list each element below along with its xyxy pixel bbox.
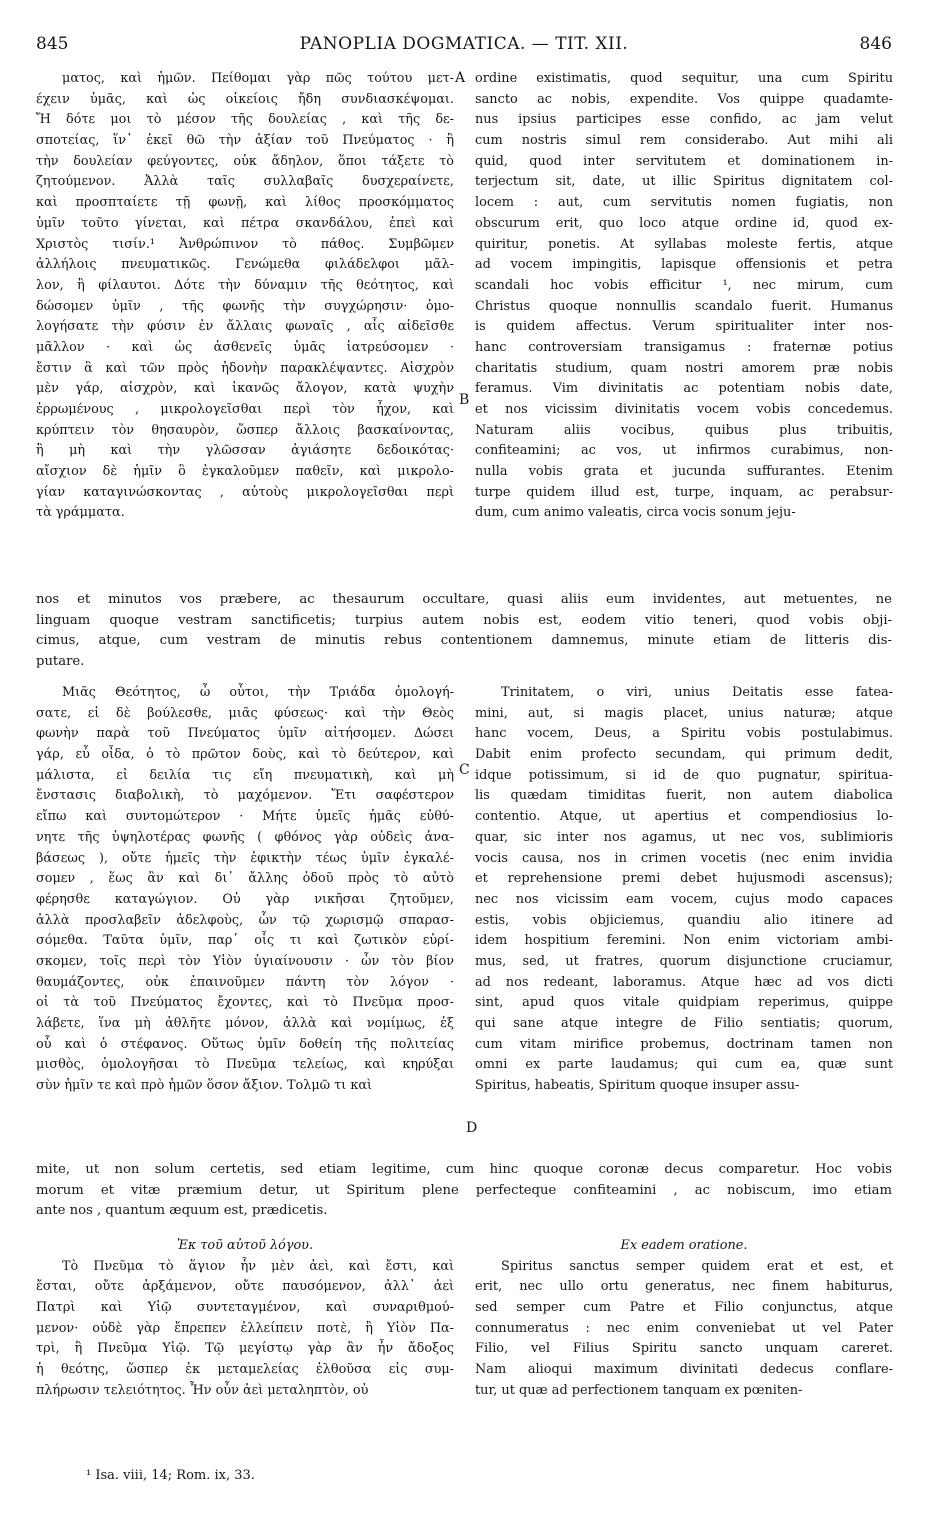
text-line: τρὶ, ἢ Πνεῦμα Υἱῷ. Τῷ μεγίστῳ γὰρ ἂν ἦν ἄδοξος: [36, 1341, 454, 1357]
text-line: ἢ μὴ καὶ τὴν γλῶσσαν ἁγιάσητε δεδοικότας·: [36, 443, 454, 459]
text-line: hanc vocem, Deus, a Spiritu vobis postulabimus.: [475, 726, 893, 742]
text-line: contentio. Atque, ut apertius et compendiosius lo-: [475, 809, 893, 825]
latin-section-heading: Ex eadem oratione.: [620, 1238, 748, 1253]
text-line: Dabit enim profecto secundam, qui primum dedit,: [475, 747, 893, 763]
text-line: καὶ προσπταίετε τῇ φωνῇ, καὶ λίθος προσκόμματος: [36, 195, 454, 211]
text-line: nos et minutos vos præbere, ac thesaurum occultare, quasi aliis eum invidentes, aut metuentes, ne: [36, 592, 892, 607]
margin-marker-d: D: [466, 1120, 478, 1136]
text-line: Πατρὶ καὶ Υἱῷ συντεταγμένον, καὶ συναριθμού-: [36, 1300, 454, 1316]
text-line: πλήρωσιν τελειότητος. Ἦν οὖν ἀεὶ μεταληπτὸν, οὐ: [36, 1382, 369, 1398]
text-line: θαυμάζοντες, οὐκ ἐπαινοῦμεν πάντη τὸν λόγον ·: [36, 974, 454, 990]
text-line: idem hospitium feremini. Non enim victoriam ambi-: [475, 933, 893, 949]
text-line: κρύπτειν τὸν θησαυρὸν, ὥσπερ ἄλλοις βασκαίνοντας,: [36, 422, 454, 438]
text-line: βάσεως ), οὔτε ἡμεῖς τὴν ἐφικτὴν τέως ὑμῖν ἐγκαλέ-: [36, 850, 454, 866]
text-line: nus ipsius participes esse confido, ac jam velut: [475, 112, 893, 128]
text-line: τὰ γράμματα.: [36, 505, 125, 521]
text-line: Ἤ δότε μοι τὸ μέσον τῆς δουλείας , καὶ τῆς δε-: [36, 112, 454, 128]
text-line: εἴπω καὶ συντομώτερον · Μήτε ὑμεῖς ἡμᾶς εὐθύ-: [36, 809, 454, 825]
text-line: ad nos redeant, laboramus. Atque hæc ad vos dicti: [475, 974, 893, 990]
text-line: sint, apud quos vitale quidpiam reperimus, quippe: [475, 995, 893, 1011]
text-line: cum vitam mirifice probemus, doctrinam tamen non: [475, 1036, 893, 1052]
running-header: [36, 34, 892, 56]
text-line: μάλιστα, εἰ δειλία τις εἴη πνευματικὴ, καὶ μὴ: [36, 767, 454, 783]
text-line: νητε τῆς ὑψηλοτέρας φωνῆς ( φθόνος γὰρ οὐδεὶς ἀνα-: [36, 829, 454, 845]
margin-marker-c: C: [459, 762, 470, 778]
text-line: erit, nec ullo ortu generatus, nec finem habiturus,: [475, 1279, 893, 1295]
text-line: obscurum erit, quo loco atque ordine id, quod ex-: [475, 215, 893, 231]
text-line: mite, ut non solum certetis, sed etiam legitime, cum hinc quoque coronæ decus comparetur. Hoc vobis: [36, 1162, 892, 1177]
text-line: qui sane atque integre de Filio sentiatis; quorum,: [475, 1016, 893, 1031]
text-line: linguam quoque vestram sanctificetis; turpius autem nobis est, eodem vitio teneri, quod vobis obji-: [36, 612, 892, 628]
text-line: ἔνστασις διαβολικὴ, τὸ μαχόμενον. Ἔτι σαφέστερον: [36, 788, 454, 804]
text-line: connumeratus : nec enim conveniebat ut vel Pater: [475, 1320, 893, 1336]
text-line: Τὸ Πνεῦμα τὸ ἅγιον ἦν μὲν ἀεὶ, καὶ ἔστι, καὶ: [62, 1258, 454, 1274]
text-line: cum nostris simul rem considerabo. Aut mihi ali: [475, 133, 893, 149]
text-line: charitatis studium, quam nostri amorem præ nobis: [475, 360, 893, 376]
greek-section-heading: Ἐκ τοῦ αὐτοῦ λόγου.: [176, 1238, 314, 1253]
text-line: ἔστιν ἃ καὶ τῶν πρὸς ἡδονὴν παρακλέψαντες. Αἰσχρὸν: [36, 360, 454, 376]
text-line: σόμεθα. Ταῦτα ὑμῖν, παρ᾿ οἷς τι καὶ ζωτικὸν εὑρί-: [36, 933, 454, 949]
text-line: mus, sed, ut fratres, quorum disjunctione cruciamur,: [475, 953, 893, 969]
text-line: vocis causa, nos in crimen vocetis (nec enim invidia: [475, 850, 893, 866]
text-line: morum et vitæ præmium detur, ut Spiritum plene perfecteque confiteamini , ac nobiscum, imo etiam: [36, 1182, 892, 1198]
text-line: estis, vobis objiciemus, quandiu alio itinere ad: [475, 912, 893, 928]
latin-column-section-2: [475, 683, 893, 1097]
text-line: φέρησθε καταγώγιον. Οὐ γὰρ νικῆσαι ζητοῦμεν,: [36, 891, 454, 907]
text-line: putare.: [36, 654, 85, 670]
text-line: Filio, vel Filius Spiritu sancto unquam careret.: [475, 1341, 893, 1357]
text-line: ἡ θεότης, ὥσπερ ἐκ μεταμελείας ἐλθοῦσα εἰς συμ-: [36, 1362, 454, 1378]
running-title: PANOPLIA DOGMATICA. — TIT. XII.: [299, 34, 629, 54]
text-line: μενον· οὐδὲ γὰρ ἔπρεπεν ἐλλείπειν ποτὲ, ἢ Υἱὸν Πα-: [36, 1320, 454, 1336]
latin-fullwidth-section-2: [36, 1160, 892, 1222]
text-line: quar, sic inter nos agamus, ut nec vos, sublimioris: [475, 829, 893, 845]
text-line: lis quædam timiditas fuerit, non autem diabolica: [475, 788, 893, 804]
text-line: cimus, atque, cum vestram de minutis rebus contentionem damnemus, minute etiam de litteris dis-: [36, 633, 892, 649]
page-number-left: 845: [36, 34, 69, 54]
text-line: δώσομεν ὑμῖν , τῆς φωνῆς τὴν συγχώρησιν· ὁμο-: [36, 298, 454, 314]
text-line: terjectum sit, date, ut illic Spiritus dignitatem col-: [475, 174, 893, 190]
text-line: σομεν , ἕως ἂν καὶ δι᾿ ἄλλης ὁδοῦ πρὸς τὸ αὐτὸ: [36, 871, 454, 887]
text-line: ad vocem impingitis, lapisque offensionis et petra: [475, 257, 893, 273]
text-line: ματος, καὶ ἡμῶν. Πείθομαι γὰρ πῶς τούτου μετ-: [62, 71, 454, 86]
margin-marker-a: A: [455, 70, 466, 86]
text-line: hanc controversiam transigamus : fraternæ potius: [475, 339, 893, 355]
text-line: ordine existimatis, quod sequitur, una cum Spiritu: [475, 71, 893, 86]
text-line: quiritur, ponetis. At syllabas moleste fertis, atque: [475, 236, 893, 252]
greek-column-section-3: [36, 1236, 454, 1402]
text-line: idque potissimum, si id de quo pugnatur, spiritua-: [475, 767, 893, 783]
text-line: et nos vicissim divinitatis vocem vobis concedemus.: [475, 402, 893, 417]
text-line: Spiritus sanctus semper quidem erat et est, et: [501, 1258, 893, 1274]
text-line: Naturam aliis vocibus, quibus plus tribuitis,: [475, 422, 893, 438]
text-line: έχειν ὑμᾶς, καὶ ὡς οἰκείοις ἤδη συνδιασκέψομαι.: [36, 91, 454, 107]
text-line: quid, quod inter servitutem et dominationem in-: [475, 153, 893, 169]
footnote: ¹ Isa. viii, 14; Rom. ix, 33.: [86, 1468, 255, 1483]
page-number-right: 846: [859, 34, 892, 54]
text-line: Χριστὸς τισίν.¹ Ἀνθρώπινον τὸ πάθος. Συμβῶμεν: [36, 236, 454, 252]
text-line: αἴσχιον δὲ ἡμῖν ὃ ἐγκαλοῦμεν παθεῖν, καὶ μικρολο-: [36, 464, 454, 480]
text-line: Trinitatem, o viri, unius Deitatis esse fatea-: [501, 685, 893, 700]
text-line: mini, aut, si magis placet, unius naturæ; atque: [475, 705, 893, 721]
text-line: Christus quoque nonnullis scandalo fuerit. Humanus: [475, 298, 893, 314]
text-line: ante nos , quantum æquum est, prædicetis.: [36, 1203, 328, 1219]
greek-column-section-1: [36, 69, 454, 524]
text-line: feramus. Vim divinitatis ac potentiam nobis date,: [475, 381, 893, 397]
text-line: μὲν γάρ, αἰσχρὸν, καὶ ἱκανῶς ἄλογον, κατὰ ψυχὴν: [36, 381, 454, 397]
text-line: γάρ, εὖ οἶδα, ὁ τὸ πρῶτον δοὺς, καὶ τὸ δεύτερον, καὶ: [36, 747, 454, 763]
text-line: φωνὴν παρὰ τοῦ Πνεύματος ὑμῖν αἰτήσομεν. Δώσει: [36, 726, 454, 742]
text-line: ζητούμενον. Ἀλλὰ ταῖς συλλαβαῖς δυσχεραίνετε,: [36, 174, 454, 190]
text-line: λογήσατε τὴν φύσιν ἐν ἄλλαις φωναῖς , αἷς αἰδεῖσθε: [36, 319, 454, 335]
text-line: Nam alioqui maximum divinitati dedecus conflare-: [475, 1362, 893, 1378]
text-line: ὑμῖν τοῦτο γίνεται, καὶ πέτρα σκανδάλου, ἐπεὶ καὶ: [36, 215, 454, 231]
text-line: σατε, εἰ δὲ βούλεσθε, μιᾶς φύσεως· καὶ τὴν Θεὸς: [36, 705, 454, 721]
text-line: sancto ac nobis, expendite. Vos quippe quadamte-: [475, 91, 893, 107]
text-line: Spiritus, habeatis, Spiritum quoque insuper assu-: [475, 1078, 800, 1094]
text-line: μισθὸς, ὁμολογῆσαι τὸ Πνεῦμα τελείως, καὶ κηρύξαι: [36, 1057, 454, 1073]
text-line: ἔσται, οὔτε ἀρξάμενον, οὔτε παυσόμενον, ἀλλ᾿ ἀεὶ: [36, 1279, 454, 1295]
text-line: nulla vobis grata et jucunda suffurantes. Etenim: [475, 464, 893, 480]
latin-column-section-1: [475, 69, 893, 524]
text-line: σκομεν, τοῖς περὶ τὸν Υἱὸν ὑγιαίνουσιν · ὧν τὸν βίον: [36, 953, 454, 969]
text-line: λάβετε, ἵνα μὴ ἀθλῆτε μόνον, ἀλλὰ καὶ νομίμως, ἐξ: [36, 1016, 454, 1031]
text-line: nec nos vicissim eam vocem, cujus modo capaces: [475, 891, 893, 907]
text-line: ἀλλήλοις πνευματικῶς. Γενώμεθα φιλάδελφοι μᾶλ-: [36, 257, 454, 273]
text-line: οὗ καὶ ὁ στέφανος. Οὕτως ὑμῖν δοθείη τῆς πολιτείας: [36, 1036, 454, 1052]
text-line: sed semper cum Patre et Filio conjunctus, atque: [475, 1300, 893, 1316]
text-line: Μιᾶς Θεότητος, ὦ οὗτοι, τὴν Τριάδα ὁμολογή-: [62, 685, 454, 700]
text-line: σποτείας, ἵν᾿ ἐκεῖ θῶ τὴν ἀξίαν τοῦ Πνεύματος · ἢ: [36, 133, 454, 149]
latin-column-section-3: [475, 1236, 893, 1402]
text-line: μᾶλλον · καὶ ὡς ἀσθενεῖς ὑμᾶς ἰατρεύσομεν ·: [36, 339, 454, 355]
text-line: dum, cum animo valeatis, circa vocis sonum jeju-: [475, 505, 796, 521]
text-line: τὴν δουλείαν φεύγοντες, οὐκ ἄδηλον, ὅποι τάξετε τὸ: [36, 153, 454, 169]
text-line: turpe quidem illud est, turpe, inquam, ac perabsur-: [475, 484, 893, 500]
text-line: ἐρρωμένους , μικρολογεῖσθαι περὶ τὸν ἦχον, καὶ: [36, 402, 454, 417]
text-line: tur, ut quæ ad perfectionem tanquam ex pœniten-: [475, 1382, 803, 1398]
text-line: omni ex parte laudamus; qui cum ea, quæ sunt: [475, 1057, 893, 1073]
text-line: et reprehensione premi debet hujusmodi ascensus);: [475, 871, 893, 887]
latin-fullwidth-section-1: [36, 590, 892, 673]
text-line: σὺν ἡμῖν τε καὶ πρὸ ἡμῶν ὅσον ἄξιον. Τολμῶ τι καὶ: [36, 1078, 372, 1094]
text-line: is quidem affectus. Verum spiritualiter inter nos-: [475, 319, 893, 335]
text-line: scandali hoc vobis efficitur ¹, nec mirum, cum: [475, 277, 893, 293]
text-line: locem : aut, cum servitutis nomen fugiatis, non: [475, 195, 893, 211]
text-line: λον, ἢ φίλαυτοι. Δότε τὴν δύναμιν τῆς θεότητος, καὶ: [36, 277, 454, 293]
greek-column-section-2: [36, 683, 454, 1097]
text-line: γίαν καταγινώσκοντας , αὐτοὺς μικρολογεῖσθαι περὶ: [36, 484, 454, 500]
text-line: ἀλλὰ προσλαβεῖν ἀδελφοὺς, ὧν τῷ χωρισμῷ σπαρασ-: [36, 912, 454, 928]
text-line: confiteamini; ac vos, ut infirmos curabimus, non-: [475, 443, 893, 459]
margin-marker-b: B: [459, 392, 470, 408]
text-line: οἱ τὰ τοῦ Πνεύματος ἔχοντες, καὶ τὸ Πνεῦμα προσ-: [36, 995, 454, 1011]
